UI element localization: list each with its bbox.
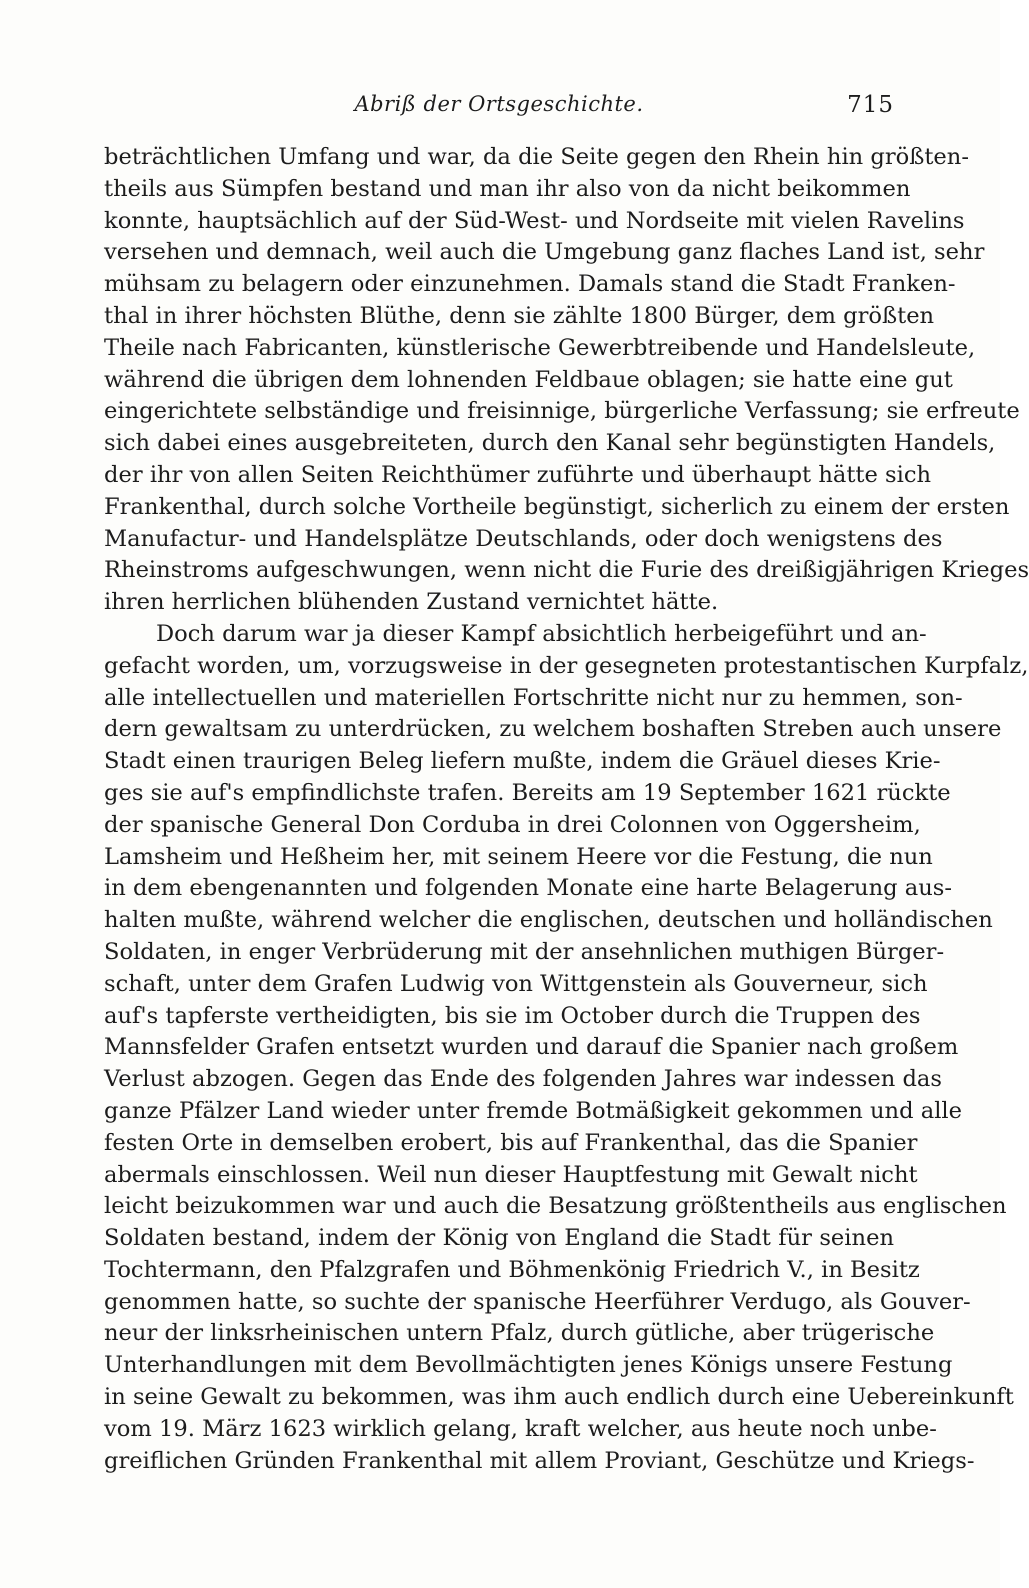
text-line: Lamsheim und Heßheim her, mit seinem Heere vor die Festung, die nun [104, 843, 933, 870]
running-title: Abriß der Ortsgeschichte. [354, 92, 644, 116]
text-line: Soldaten bestand, indem der König von England die Stadt für seinen [104, 1225, 894, 1252]
text-line: beträchtlichen Umfang und war, da die Seite gegen den Rhein hin größten- [104, 144, 969, 170]
text-line: Rheinstroms aufgeschwungen, wenn nicht die Furie des dreißigjährigen Krieges [104, 557, 1029, 584]
text-line: festen Orte in demselben erobert, bis auf Frankenthal, das die Spanier [104, 1129, 918, 1156]
text-line: neur der linksrheinischen untern Pfalz, durch gütliche, aber trügerische [104, 1320, 935, 1347]
page-number: 715 [847, 92, 894, 118]
text-line: thal in ihrer höchsten Blüthe, denn sie zählte 1800 Bürger, dem größten [104, 302, 935, 329]
text-line: Verlust abzogen. Gegen das Ende des folgenden Jahres war indessen das [104, 1066, 942, 1093]
text-line: versehen und demnach, weil auch die Umgebung ganz flaches Land ist, sehr [104, 239, 985, 266]
text-line: Soldaten, in enger Verbrüderung mit der ansehnlichen muthigen Bürger- [104, 938, 945, 965]
text-line: ganze Pfälzer Land wieder unter fremde Botmäßigkeit gekommen und alle [104, 1097, 963, 1124]
text-line: Frankenthal, durch solche Vortheile begünstigt, sicherlich zu einem der ersten [104, 493, 1010, 520]
text-line: sich dabei eines ausgebreiteten, durch den Kanal sehr begünstigten Handels, [104, 430, 996, 457]
text-line: während die übrigen dem lohnenden Feldbaue oblagen; sie hatte eine gut [104, 366, 953, 393]
text-line: gefacht worden, um, vorzugsweise in der gesegneten protestantischen Kurpfalz, [104, 652, 1029, 679]
text-line: theils aus Sümpfen bestand und man ihr also von da nicht beikommen [104, 175, 911, 202]
text-line: der ihr von allen Seiten Reichthümer zuführte und überhaupt hätte sich [104, 461, 932, 488]
text-line: Mannsfelder Grafen entsetzt wurden und darauf die Spanier nach großem [104, 1034, 959, 1061]
text-line: dern gewaltsam zu unterdrücken, zu welchem boshaften Streben auch unsere [104, 716, 1002, 743]
text-line: Tochtermann, den Pfalzgrafen und Böhmenkönig Friedrich V., in Besitz [104, 1256, 920, 1283]
text-line: ges sie auf's empfindlichste trafen. Bereits am 19 September 1621 rückte [104, 779, 951, 806]
text-line: der spanische General Don Corduba in drei Colonnen von Oggersheim, [104, 811, 921, 838]
text-line: alle intellectuellen und materiellen Fortschritte nicht nur zu hemmen, son- [104, 684, 963, 711]
text-line: auf's tapferste vertheidigten, bis sie im October durch die Truppen des [104, 1002, 921, 1029]
text-line: konnte, hauptsächlich auf der Süd-West- und Nordseite mit vielen Ravelins [104, 207, 965, 234]
text-line: leicht beizukommen war und auch die Besatzung größtentheils aus englischen [104, 1193, 1007, 1220]
text-line: abermals einschlossen. Weil nun dieser Hauptfestung mit Gewalt nicht [104, 1161, 918, 1188]
text-line: genommen hatte, so suchte der spanische Heerführer Verdugo, als Gouver- [104, 1288, 971, 1315]
text-line: halten mußte, während welcher die englischen, deutschen und holländischen [104, 907, 993, 934]
text-line: eingerichtete selbständige und freisinnige, bürgerliche Verfassung; sie erfreute [104, 398, 1020, 425]
text-line: mühsam zu belagern oder einzunehmen. Damals stand die Stadt Franken- [104, 271, 956, 298]
text-line: vom 19. März 1623 wirklich gelang, kraft welcher, aus heute noch unbe- [104, 1415, 937, 1442]
text-line: Theile nach Fabricanten, künstlerische Gewerbtreibende und Handelsleute, [104, 334, 976, 361]
text-line: in seine Gewalt zu bekommen, was ihm auch endlich durch eine Uebereinkunft [104, 1384, 1014, 1411]
text-line: Unterhandlungen mit dem Bevollmächtigten jenes Königs unsere Festung [104, 1352, 953, 1379]
paragraph-start-line: Doch darum war ja dieser Kampf absichtlich herbeigeführt und an- [156, 620, 927, 647]
running-header [104, 92, 894, 126]
text-line: Stadt einen traurigen Beleg liefern mußte, indem die Gräuel dieses Krie- [104, 748, 941, 775]
text-line: in dem ebengenannten und folgenden Monate eine harte Belagerung aus- [104, 875, 953, 902]
text-line: Manufactur- und Handelsplätze Deutschlands, oder doch wenigstens des [104, 525, 943, 552]
paragraph-end-line: ihren herrlichen blühenden Zustand vernichtet hätte. [104, 589, 719, 616]
body-text [104, 142, 1029, 1477]
text-line: schaft, unter dem Grafen Ludwig von Wittgenstein als Gouverneur, sich [104, 970, 928, 997]
text-line: greiflichen Gründen Frankenthal mit allem Proviant, Geschütze und Kriegs- [104, 1447, 975, 1474]
